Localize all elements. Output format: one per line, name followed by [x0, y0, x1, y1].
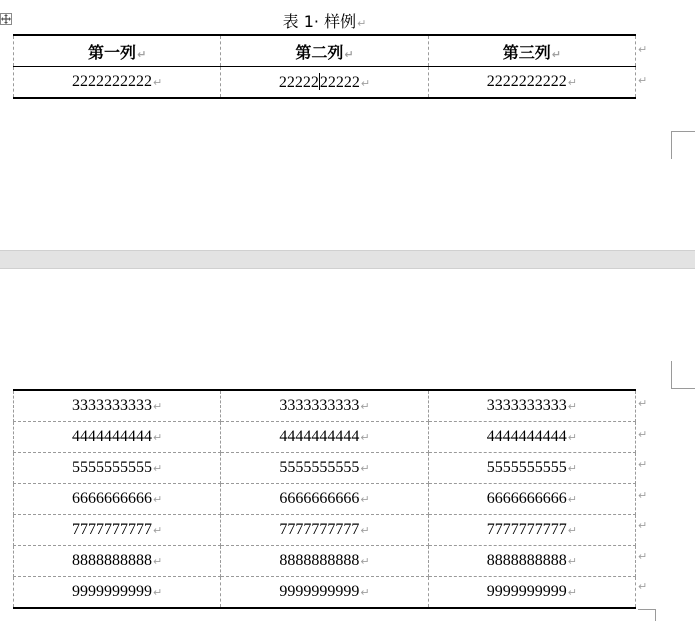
document-page-2	[0, 269, 695, 621]
cell-value: 8888888888	[72, 552, 153, 569]
cell-end-mark-icon: ↵	[153, 555, 163, 568]
table-caption[interactable]	[13, 10, 636, 34]
row-end-mark-icon: ↵	[638, 580, 648, 593]
table-cell[interactable]	[221, 390, 428, 422]
row-end-mark-icon: ↵	[638, 458, 648, 471]
cell-end-mark-icon: ↵	[344, 47, 354, 61]
row-end-mark-icon: ↵	[638, 43, 648, 56]
cell-end-mark-icon: ↵	[360, 462, 370, 475]
cell-value: 9999999999	[279, 583, 360, 600]
page-break-gap	[0, 250, 695, 269]
table-row	[14, 453, 636, 484]
table-move-handle-icon[interactable]	[0, 13, 12, 25]
cell-value: 6666666666	[279, 490, 360, 507]
row-end-mark-icon: ↵	[638, 519, 648, 532]
cell-end-mark-icon: ↵	[567, 524, 577, 537]
table-cell[interactable]	[14, 67, 221, 99]
table-cell[interactable]	[14, 546, 221, 577]
table-cell[interactable]	[14, 484, 221, 515]
cell-end-mark-icon: ↵	[137, 47, 147, 61]
table-cell[interactable]	[428, 422, 635, 453]
header-cell-1[interactable]	[14, 35, 221, 67]
table-cell[interactable]	[428, 515, 635, 546]
cell-value: 3333333333	[72, 397, 153, 414]
row-end-mark-icon: ↵	[638, 550, 648, 563]
cell-end-mark-icon: ↵	[567, 431, 577, 444]
cell-value: 5555555555	[486, 459, 567, 476]
margin-corner-mark	[671, 361, 695, 389]
cell-value: 2222222222	[72, 73, 153, 90]
table-cell[interactable]	[428, 453, 635, 484]
table-row	[14, 422, 636, 453]
cell-end-mark-icon: ↵	[360, 586, 370, 599]
table-row	[14, 515, 636, 546]
table-part-1	[13, 34, 636, 99]
cell-end-mark-icon: ↵	[360, 493, 370, 506]
cell-value: 6666666666	[486, 490, 567, 507]
caption-text: 表 1· 样例	[282, 12, 357, 31]
cell-value: 6666666666	[72, 490, 153, 507]
cell-value: 5555555555	[279, 459, 360, 476]
table-cell[interactable]	[221, 577, 428, 609]
cell-value: 3333333333	[279, 397, 360, 414]
cell-end-mark-icon: ↵	[567, 462, 577, 475]
table-cell[interactable]	[221, 515, 428, 546]
cell-value: 3333333333	[486, 397, 567, 414]
cell-end-mark-icon: ↵	[153, 431, 163, 444]
table-cell[interactable]	[428, 484, 635, 515]
table-cell[interactable]	[14, 515, 221, 546]
cell-end-mark-icon: ↵	[551, 47, 561, 61]
table-cell[interactable]	[428, 546, 635, 577]
row-end-mark-icon: ↵	[638, 428, 648, 441]
cell-value: 9999999999	[486, 583, 567, 600]
cell-end-mark-icon: ↵	[567, 400, 577, 413]
cell-end-mark-icon: ↵	[153, 76, 163, 89]
cell-value: 4444444444	[72, 428, 153, 445]
document-page-1	[0, 0, 695, 250]
cell-end-mark-icon: ↵	[567, 76, 577, 89]
cell-end-mark-icon: ↵	[153, 524, 163, 537]
cell-end-mark-icon: ↵	[567, 555, 577, 568]
table-row	[14, 67, 636, 99]
table-cell[interactable]	[14, 577, 221, 609]
cell-end-mark-icon: ↵	[153, 400, 163, 413]
cell-value-after-cursor: 22222	[319, 73, 360, 91]
cell-end-mark-icon: ↵	[567, 586, 577, 599]
table-header-row	[14, 35, 636, 67]
cell-end-mark-icon: ↵	[360, 524, 370, 537]
cell-end-mark-icon: ↵	[360, 555, 370, 568]
header-label-1: 第一列	[88, 42, 137, 62]
table-cell[interactable]	[221, 484, 428, 515]
cell-value: 8888888888	[279, 552, 360, 569]
table-row	[14, 577, 636, 609]
table-cell[interactable]	[428, 577, 635, 609]
cell-end-mark-icon: ↵	[153, 493, 163, 506]
table-row	[14, 390, 636, 422]
cell-value: 8888888888	[486, 552, 567, 569]
table-cell[interactable]	[14, 390, 221, 422]
cell-end-mark-icon: ↵	[153, 586, 163, 599]
table-cell[interactable]	[221, 453, 428, 484]
table-part-2	[13, 389, 636, 609]
cell-end-mark-icon: ↵	[567, 493, 577, 506]
cell-value: 7777777777	[72, 521, 153, 538]
cell-value: 9999999999	[72, 583, 153, 600]
header-cell-2[interactable]	[221, 35, 428, 67]
table-cell[interactable]	[14, 422, 221, 453]
table-cell[interactable]	[428, 67, 635, 99]
table-cell[interactable]	[428, 390, 635, 422]
table-cell[interactable]	[221, 422, 428, 453]
table-cell[interactable]	[221, 67, 428, 99]
margin-corner-mark	[638, 609, 656, 621]
cell-value: 4444444444	[279, 428, 360, 445]
header-label-2: 第二列	[295, 42, 344, 62]
cell-end-mark-icon: ↵	[360, 400, 370, 413]
margin-corner-mark	[671, 131, 695, 159]
cell-value: 5555555555	[72, 459, 153, 476]
table-cell[interactable]	[221, 546, 428, 577]
row-end-mark-icon: ↵	[638, 74, 648, 87]
cell-value-before-cursor: 22222	[278, 73, 319, 91]
cell-end-mark-icon: ↵	[360, 76, 371, 90]
header-cell-3[interactable]	[428, 35, 635, 67]
cell-value: 4444444444	[486, 428, 567, 445]
cell-value: 2222222222	[486, 73, 567, 90]
table-row	[14, 546, 636, 577]
cell-end-mark-icon: ↵	[153, 462, 163, 475]
table-cell[interactable]	[14, 453, 221, 484]
row-end-mark-icon: ↵	[638, 489, 648, 502]
cell-value: 7777777777	[279, 521, 360, 538]
cell-end-mark-icon: ↵	[360, 431, 370, 444]
cell-value: 7777777777	[486, 521, 567, 538]
table-row	[14, 484, 636, 515]
row-end-mark-icon: ↵	[638, 397, 648, 410]
header-label-3: 第三列	[502, 42, 551, 62]
paragraph-mark-icon: ↵	[357, 17, 367, 30]
